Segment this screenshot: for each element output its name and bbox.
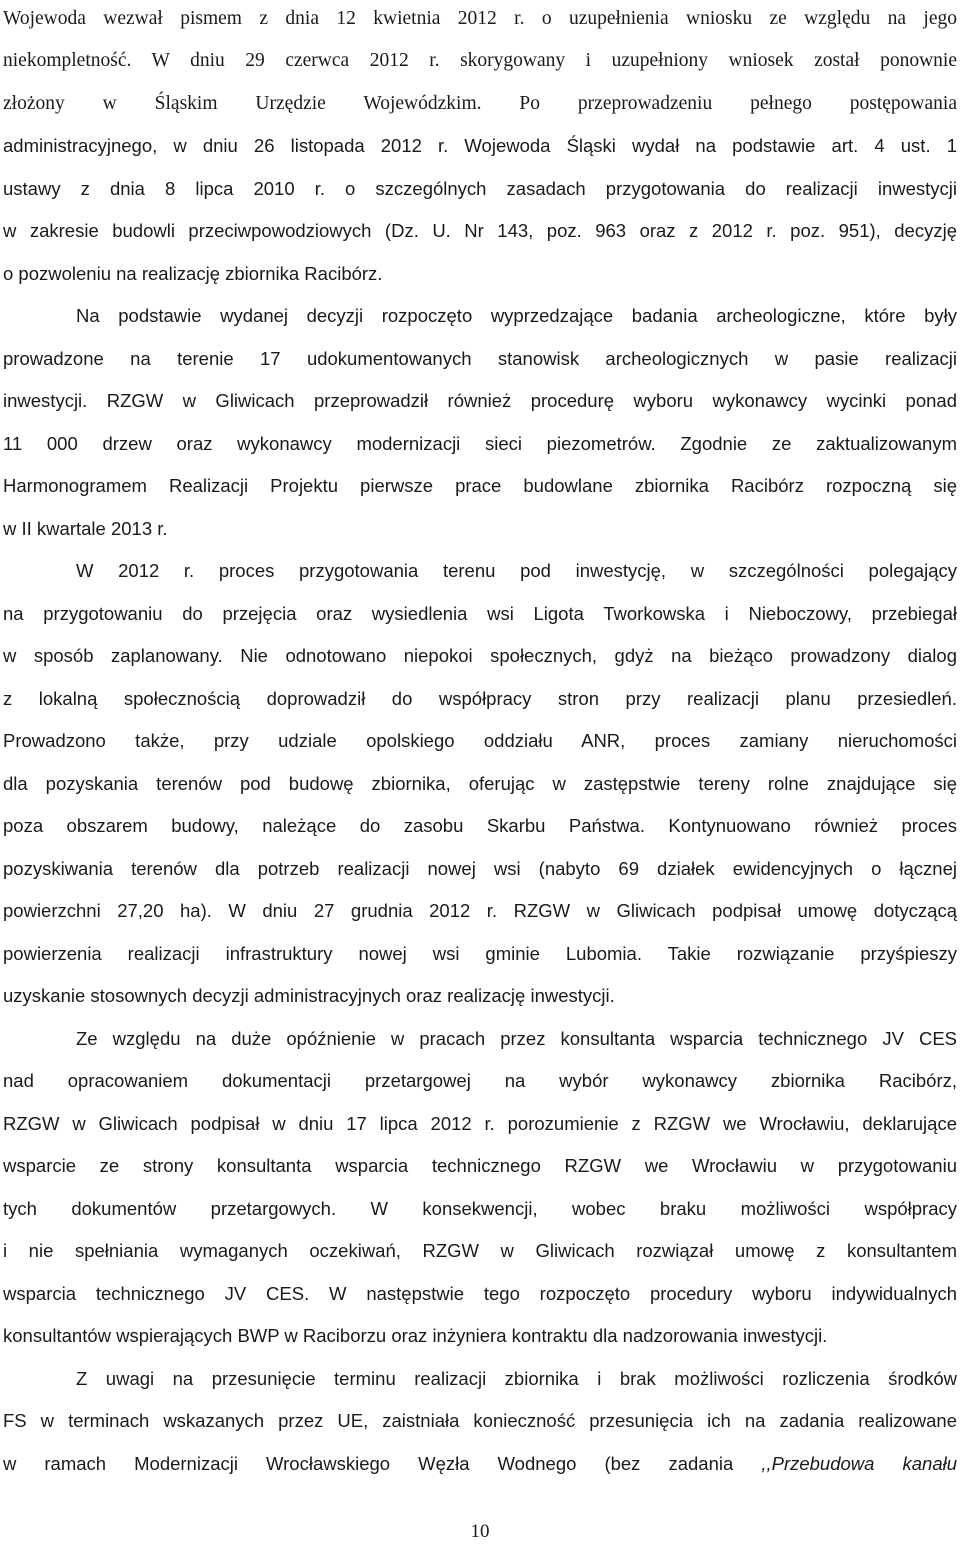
text-line: RZGW w Gliwicach podpisał w dniu 17 lipca 2012 r. porozumienie z RZGW we Wrocławiu, deklarujące bbox=[3, 1113, 957, 1134]
text-line: wsparcia technicznego JV CES. W następstwie tego rozpoczęto procedury wyboru indywidualnych bbox=[3, 1283, 957, 1304]
text-line: dla pozyskania terenów pod budowę zbiornika, oferując w zastępstwie tereny rolne znajdujące się bbox=[3, 773, 957, 794]
text-line-with-italic bbox=[3, 1452, 957, 1476]
text-line: powierzenia realizacji infrastruktury nowej wsi gminie Lubomia. Takie rozwiązanie przyśpieszy bbox=[3, 943, 957, 964]
text-line: wsparcie ze strony konsultanta wsparcia technicznego RZGW we Wrocławiu w przygotowaniu bbox=[3, 1155, 957, 1176]
text-line: FS w terminach wskazanych przez UE, zaistniała konieczność przesunięcia ich na zadania realizowane bbox=[3, 1410, 957, 1431]
text-line: niekompletność. W dniu 29 czerwca 2012 r. skorygowany i uzupełniony wniosek został ponownie bbox=[3, 50, 957, 71]
italic-title-fragment: ,,Przebudowa kanału bbox=[761, 1453, 958, 1474]
paragraph-first-line: Na podstawie wydanej decyzji rozpoczęto wyprzedzające badania archeologiczne, które były bbox=[76, 305, 957, 326]
paragraph-first-line: W 2012 r. proces przygotowania terenu pod inwestycję, w szczególności polegający bbox=[76, 560, 957, 581]
text-line: poza obszarem budowy, należące do zasobu Skarbu Państwa. Kontynuowano również proces bbox=[3, 815, 957, 836]
text-line: pozyskiwania terenów dla potrzeb realizacji nowej wsi (nabyto 69 działek ewidencyjnych o łącznej bbox=[3, 858, 957, 879]
text-line: konsultantów wspierających BWP w Raciborzu oraz inżyniera kontraktu dla nadzorowania inwestycji. bbox=[3, 1325, 828, 1346]
text-line: prowadzone na terenie 17 udokumentowanych stanowisk archeologicznych w pasie realizacji bbox=[3, 348, 957, 369]
text-line: powierzchni 27,20 ha). W dniu 27 grudnia 2012 r. RZGW w Gliwicach podpisał umowę dotyczącą bbox=[3, 900, 957, 921]
text-line: Harmonogramem Realizacji Projektu pierwsze prace budowlane zbiornika Racibórz rozpoczną się bbox=[3, 475, 957, 496]
text-line: i nie spełniania wymaganych oczekiwań, RZGW w Gliwicach rozwiązał umowę z konsultantem bbox=[3, 1240, 957, 1261]
text-line: Wojewoda wezwał pismem z dnia 12 kwietnia 2012 r. o uzupełnienia wniosku ze względu na jego bbox=[3, 8, 957, 29]
text-line: w zakresie budowli przeciwpowodziowych (Dz. U. Nr 143, poz. 963 oraz z 2012 r. poz. 951), decyzję bbox=[3, 220, 957, 241]
text-line: na przygotowaniu do przejęcia oraz wysiedlenia wsi Ligota Tworkowska i Nieboczowy, przebiegał bbox=[3, 603, 957, 624]
text-line: ustawy z dnia 8 lipca 2010 r. o szczególnych zasadach przygotowania do realizacji inwestycji bbox=[3, 178, 957, 199]
text-line: nad opracowaniem dokumentacji przetargowej na wybór wykonawcy zbiornika Racibórz, bbox=[3, 1070, 957, 1091]
text-line: uzyskanie stosownych decyzji administracyjnych oraz realizację inwestycji. bbox=[3, 985, 615, 1006]
text-line: złożony w Śląskim Urzędzie Wojewódzkim. Po przeprowadzeniu pełnego postępowania bbox=[3, 93, 957, 114]
paragraph-first-line: Ze względu na duże opóźnienie w pracach przez konsultanta wsparcia technicznego JV CES bbox=[76, 1028, 957, 1049]
text-line: w sposób zaplanowany. Nie odnotowano niepokoi społecznych, gdyż na bieżąco prowadzony dialog bbox=[3, 645, 957, 666]
text-line: z lokalną społecznością doprowadził do współpracy stron przy realizacji planu przesiedleń. bbox=[3, 688, 957, 709]
text-line: tych dokumentów przetargowych. W konsekwencji, wobec braku możliwości współpracy bbox=[3, 1198, 957, 1219]
paragraph-first-line: Z uwagi na przesunięcie terminu realizacji zbiornika i brak możliwości rozliczenia środków bbox=[76, 1368, 957, 1389]
text-line: administracyjnego, w dniu 26 listopada 2012 r. Wojewoda Śląski wydał na podstawie art. 4 ust. 1 bbox=[3, 135, 957, 156]
text-line: Prowadzono także, przy udziale opolskiego oddziału ANR, proces zamiany nieruchomości bbox=[3, 730, 957, 751]
text-line: w II kwartale 2013 r. bbox=[3, 518, 168, 539]
page-number: 10 bbox=[470, 1521, 490, 1542]
text-line: o pozwoleniu na realizację zbiornika Racibórz. bbox=[3, 263, 383, 284]
text-line: inwestycji. RZGW w Gliwicach przeprowadził również procedurę wyboru wykonawcy wycinki ponad bbox=[3, 390, 957, 411]
text-line: 11 000 drzew oraz wykonawcy modernizacji sieci piezometrów. Zgodnie ze zaktualizowanym bbox=[3, 433, 957, 454]
text-segment: w ramach Modernizacji Wrocławskiego Węzła Wodnego (bez zadania bbox=[3, 1453, 734, 1474]
